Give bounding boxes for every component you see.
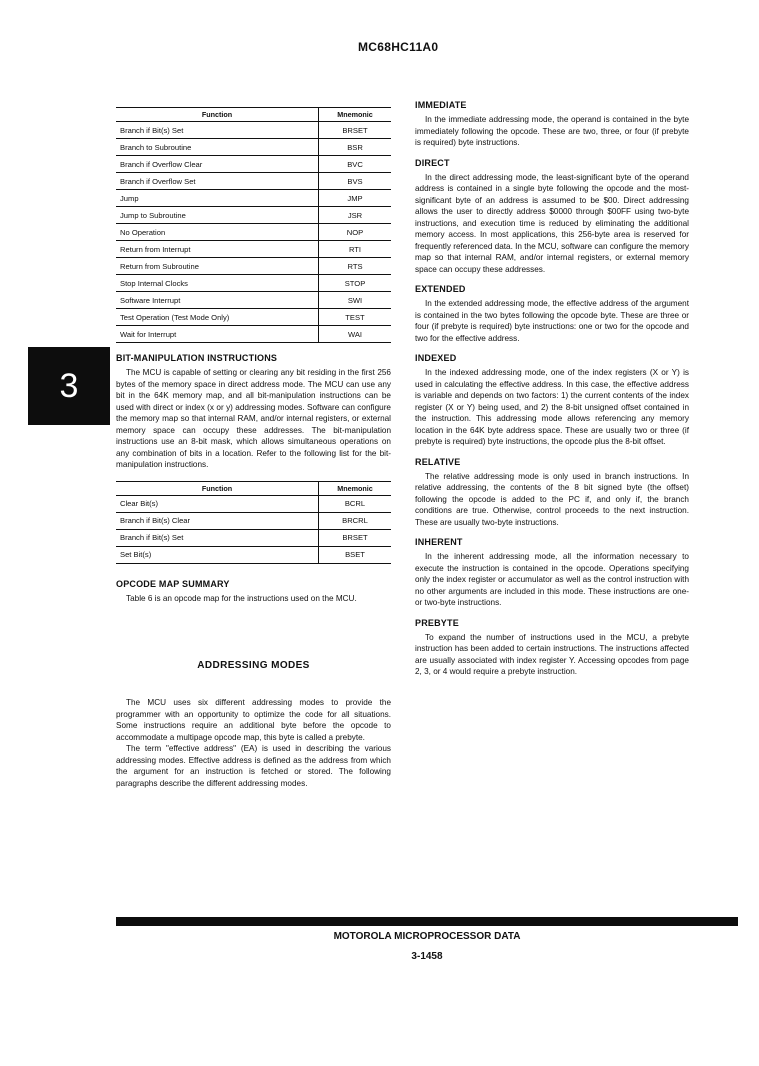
footer-title: MOTOROLA MICROPROCESSOR DATA <box>333 931 521 942</box>
mnemonic-cell: NOP <box>319 224 392 241</box>
section-heading: DIRECT <box>415 157 450 168</box>
section-text: The MCU is capable of setting or clearing any bit residing in the first 256 bytes of the memory space in direct address mode. The MCU can use any bit in the 64K memory map, and all bit-manipulation instructions can be used with direct or index (x or y) addressing modes. Software can configure the memory map so that internal RAM, and/or internal registers, or external memory space can occupy these addresses. The bit-manipulation instructions use an 8-bit mask, which allows simultaneous operations on any combination of bits in a location. Refer to the following list for the bit-manipulation instructions. <box>116 368 391 469</box>
mnemonic-cell: SWI <box>319 292 392 309</box>
right-column <box>415 100 689 687</box>
function-cell: Branch if Overflow Set <box>116 173 319 190</box>
section-text: In the indexed addressing mode, one of the index registers (X or Y) is used in calculating the effective address. In this case, the effective address is variable and depends on two factors: 1) the current contents of the index register (X or Y) being used, and 2) the 8-bit unsigned offset contained in the instruction. This addressing mode allows referencing any memory location in the 64K byte address space. These are usually two or three (if prebyte is required) byte instructions, the opcode plus the 8-bit offset. <box>415 368 689 446</box>
section-text: The relative addressing mode is only used in branch instructions. In relative addressing, the contents of the 8 bit signed byte (the offset) following the opcode is added to the PC if, and only if, the branch conditions are true. Otherwise, control proceeds to the next instruction. These are usually two-byte instructions. <box>415 471 689 527</box>
page-number: 3-1458 <box>411 951 443 962</box>
table-row <box>116 139 391 156</box>
section-tab-label: 3 <box>59 366 79 405</box>
section-heading: RELATIVE <box>415 456 461 467</box>
section-paragraph-1: The MCU uses six different addressing modes to provide the programmer with an opportunity to optimize the code for all situations. Some instructions require an additional byte before the opcode to accommodate a multipage opcode map, this byte is called a prebyte. <box>116 698 391 742</box>
function-cell: Return from Subroutine <box>116 258 319 275</box>
table-row <box>116 529 391 546</box>
table-header-row <box>116 108 391 122</box>
mnemonic-cell: TEST <box>319 309 392 326</box>
section-title: ADDRESSING MODES <box>197 660 310 671</box>
mnemonic-cell: BRSET <box>319 529 392 546</box>
mnemonic-table-1 <box>116 107 391 343</box>
left-column <box>116 107 391 789</box>
function-cell: Jump <box>116 190 319 207</box>
column-header-function: Function <box>116 481 319 495</box>
table-row <box>116 495 391 512</box>
immediate-section <box>415 100 689 149</box>
section-heading: IMMEDIATE <box>415 100 467 110</box>
relative-section <box>415 457 689 529</box>
section-text: In the immediate addressing mode, the operand is contained in the byte immediately following the opcode. These are two, three, or four (if prebyte is required) byte instructions. <box>415 115 689 147</box>
section-text: To expand the number of instructions used in the MCU, a prebyte instruction has been added to certain instructions. The instructions affected are usually associated with index register Y. Accessing opcodes from page 2, 3, or 4 would require a prebyte instruction. <box>415 632 689 676</box>
mnemonic-cell: BRSET <box>319 122 392 139</box>
function-cell: Branch to Subroutine <box>116 139 319 156</box>
table-row <box>116 546 391 563</box>
column-header-mnemonic: Mnemonic <box>319 108 392 122</box>
table-row <box>116 224 391 241</box>
function-cell: Branch if Bit(s) Clear <box>116 512 319 529</box>
section-tab <box>28 347 110 425</box>
section-heading: OPCODE MAP SUMMARY <box>116 578 230 589</box>
table-row <box>116 173 391 190</box>
footer-rule <box>116 917 738 926</box>
table-row <box>116 190 391 207</box>
function-cell: Set Bit(s) <box>116 546 319 563</box>
function-cell: Branch if Bit(s) Set <box>116 529 319 546</box>
function-cell: Stop Internal Clocks <box>116 275 319 292</box>
table-row <box>116 156 391 173</box>
section-text: In the inherent addressing mode, all the information necessary to execute the instruction is contained in the opcode. Operations specifying only the index register or accumulator as well as the control instruction with no other arguments are included in this mode. These instructions are one- or two-byte instructions. <box>415 552 689 607</box>
table-row <box>116 309 391 326</box>
table-row <box>116 207 391 224</box>
bit-manipulation-section <box>116 353 391 471</box>
table-row <box>116 512 391 529</box>
table-row <box>116 258 391 275</box>
section-heading: INDEXED <box>415 353 457 363</box>
mnemonic-cell: BSR <box>319 139 392 156</box>
inherent-section <box>415 537 689 609</box>
addressing-modes-section <box>116 660 391 789</box>
section-heading: INHERENT <box>415 537 463 547</box>
mnemonic-table-2 <box>116 481 391 564</box>
table-row <box>116 241 391 258</box>
mnemonic-cell: BVS <box>319 173 392 190</box>
function-cell: Return from Interrupt <box>116 241 319 258</box>
opcode-map-section <box>116 579 391 605</box>
extended-section <box>415 284 689 344</box>
function-cell: Software Interrupt <box>116 292 319 309</box>
mnemonic-cell: JMP <box>319 190 392 207</box>
table-row <box>116 326 391 343</box>
mnemonic-cell: STOP <box>319 275 392 292</box>
section-paragraph-2: The term "effective address" (EA) is used in describing the various addressing modes. Effective address is defined as the address from which the argument for an instruction is fetched or stored. The following paragraphs describe the different addressing modes. <box>116 744 391 788</box>
page-header-title: MC68HC11A0 <box>358 40 439 54</box>
function-cell: Jump to Subroutine <box>116 207 319 224</box>
section-heading: EXTENDED <box>415 284 466 294</box>
function-cell: Wait for Interrupt <box>116 326 319 343</box>
function-cell: No Operation <box>116 224 319 241</box>
mnemonic-cell: RTI <box>319 241 392 258</box>
section-heading: BIT-MANIPULATION INSTRUCTIONS <box>116 353 278 363</box>
column-header-mnemonic: Mnemonic <box>319 481 392 495</box>
mnemonic-cell: JSR <box>319 207 392 224</box>
section-text: In the extended addressing mode, the effective address of the argument is contained in the two bytes following the opcode byte. These are three or four (if prebyte is required) byte instructions: one or two for the opcode and two for the effective address. <box>415 299 689 343</box>
column-header-function: Function <box>116 108 319 122</box>
prebyte-section <box>415 618 689 678</box>
table-row <box>116 122 391 139</box>
function-cell: Branch if Overflow Clear <box>116 156 319 173</box>
function-cell: Branch if Bit(s) Set <box>116 122 319 139</box>
table-row <box>116 292 391 309</box>
mnemonic-cell: BRCRL <box>319 512 392 529</box>
function-cell: Clear Bit(s) <box>116 495 319 512</box>
mnemonic-cell: BSET <box>319 546 392 563</box>
table-row <box>116 275 391 292</box>
indexed-section <box>415 353 689 448</box>
mnemonic-cell: BCRL <box>319 495 392 512</box>
mnemonic-cell: BVC <box>319 156 392 173</box>
direct-section <box>415 158 689 276</box>
section-text: Table 6 is an opcode map for the instructions used on the MCU. <box>126 593 357 603</box>
mnemonic-cell: WAI <box>319 326 392 343</box>
table-header-row <box>116 481 391 495</box>
section-heading: PREBYTE <box>415 617 459 628</box>
section-text: In the direct addressing mode, the least-significant byte of the operand address is contained in a single byte following the opcode and the most-significant byte of an address is assumed to be $00. Direct addressing allows the user to directly address $0000 through $00FF using two-byte instructions, and execution time is reduced by eliminating the additional memory access. In most applications, this 256-byte area is reserved for frequently referenced data. In the MCU, software can configure the memory map so that internal RAM, and/or internal registers, or external memory space can occupy these addresses. <box>415 172 689 274</box>
mnemonic-cell: RTS <box>319 258 392 275</box>
function-cell: Test Operation (Test Mode Only) <box>116 309 319 326</box>
